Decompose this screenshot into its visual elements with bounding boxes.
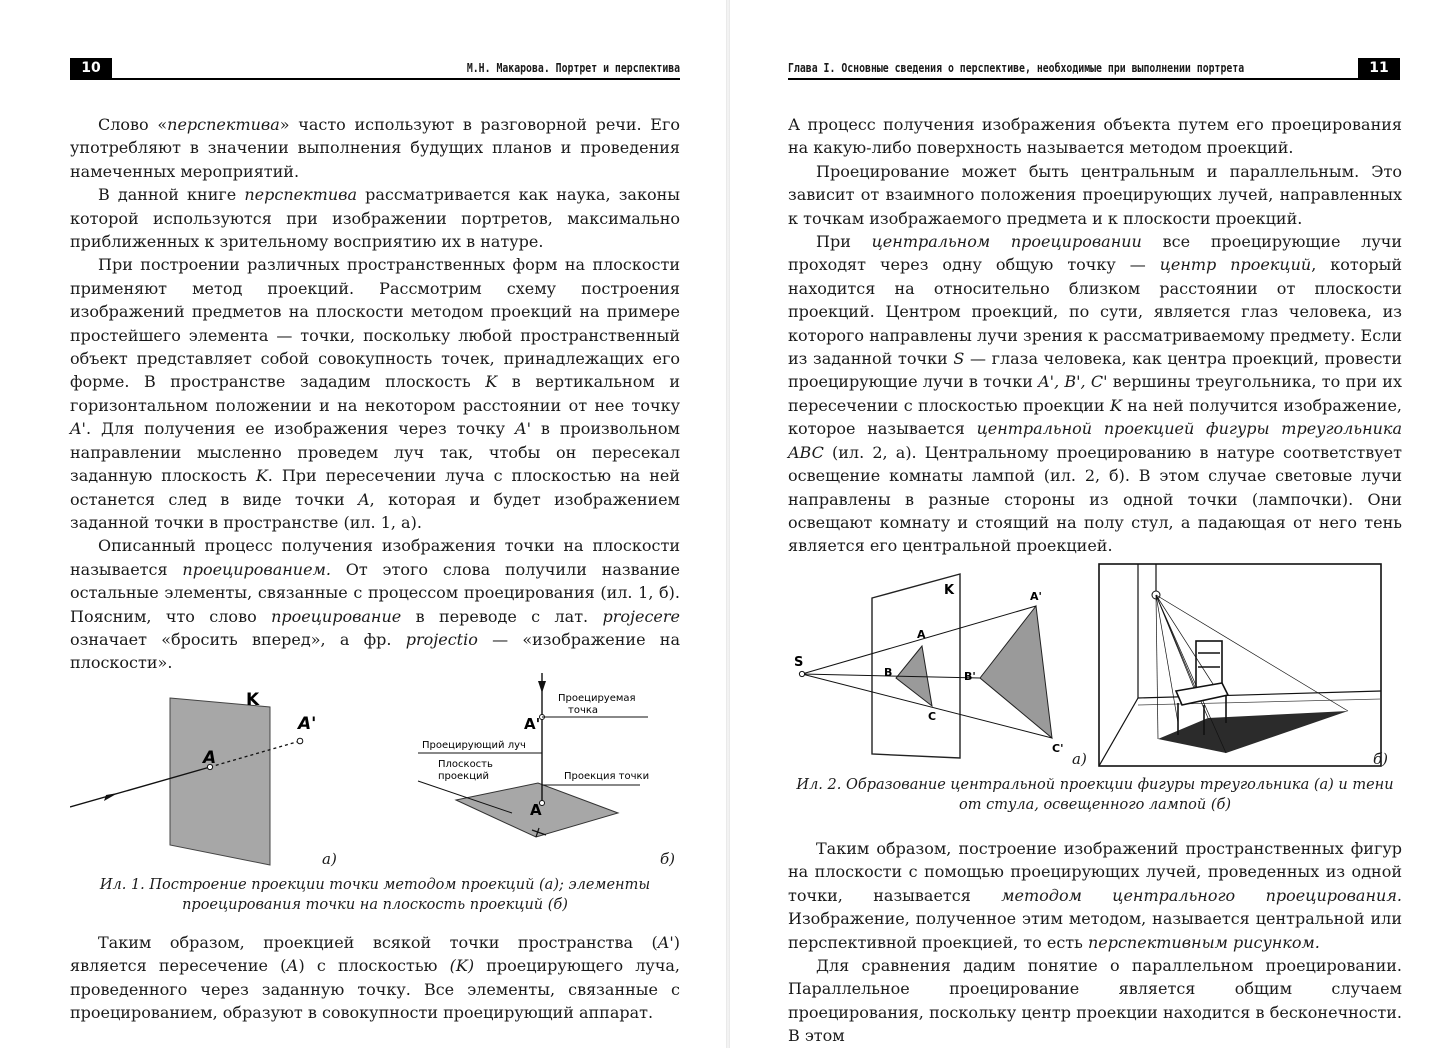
right-page-header <box>788 58 1400 80</box>
left-body-text-after <box>70 931 680 1025</box>
label-projection-plane <box>438 759 496 782</box>
italic-term: A', B', C' <box>1038 372 1108 392</box>
italic-term: A' <box>515 419 531 439</box>
plane-k <box>170 698 270 865</box>
left-page <box>0 0 726 1048</box>
label-line: проекций <box>438 771 490 782</box>
point-a-prime <box>297 738 303 744</box>
italic-term: A' <box>657 933 674 952</box>
label-a: A <box>203 748 217 768</box>
label-a-prime: A' <box>298 714 317 734</box>
point-s <box>799 671 804 676</box>
italic-term: проецирование <box>271 606 402 626</box>
label-projected-point <box>558 693 639 716</box>
figure-1b <box>408 665 680 845</box>
italic-term: projecere <box>602 606 681 626</box>
paragraph: Проецирование может быть центральным и параллельным. Это зависит от взаимного положения проецирующих лучей, направленных к точкам изображаемого предмета и к плоскости проекций. <box>788 161 1402 228</box>
subfigure-label-b: б) <box>660 850 676 868</box>
paragraph: При построении различных пространственных форм на плоскости применяют метод проекций. Рассмотрим схему построения изображений предметов на плоскости методом проекций на примере простейшего элемента — точки, поскольку любой пространственный объект представляет собой совокупность точек, принадлежащих его форме. В пространстве зададим плоскость K в вертикальном и горизонтальном положении и на некотором расстоянии от нее точку A'. Для получения ее изображения через точку A' в произвольном направлении мысленно проведем луч так, чтобы он пересекал заданную плоскость K. При пересечении луча с плоскостью на ней останется след в виде точки A, которая и будет изображением заданной точки в пространстве (ил. 1, а). <box>70 255 681 532</box>
italic-term: проецированием. <box>182 559 331 579</box>
paragraph: А процесс получения изображения объекта путем его проецирования на какую-либо поверхность называется методом проекций. <box>788 115 1402 158</box>
italic-term: K <box>255 466 268 486</box>
figure-2a <box>790 568 1090 768</box>
italic-term: K <box>1109 395 1122 415</box>
label-line: Плоскость <box>438 759 493 770</box>
subfigure-label-a: а) <box>322 850 337 868</box>
label-a-prime: A' <box>524 715 541 733</box>
right-body-text <box>788 113 1402 558</box>
ray-arrow-icon <box>538 681 546 693</box>
italic-term: перспективным рисунком. <box>1087 932 1320 952</box>
italic-term: (K) <box>449 956 475 976</box>
paragraph: Для сравнения дадим понятие о параллельном проецировании. Параллельное проецирование является общим случаем проецирования, поскольку центр проекции находится в бесконечности. В этом <box>788 956 1402 1046</box>
triangle-a-prime-b-prime-c-prime <box>980 606 1052 738</box>
italic-term: projectio <box>405 629 478 649</box>
right-page <box>730 0 1456 1048</box>
figure-1a <box>70 665 350 870</box>
label-c: C <box>928 710 937 723</box>
paragraph: Таким образом, проекцией всякой точки пространства (A') является пересечение (А) с плоскостью (K) проецирующего луча, проведенного через заданную точку. Все элементы, связанные с проецированием, образуют в совокупности проецирующий аппарат. <box>70 933 681 1023</box>
label-point-projection: Проекция точки <box>564 771 650 782</box>
left-body-text <box>70 113 680 675</box>
paragraph: Слово «перспектива» часто используют в разговорной речи. Его употребляют в значении выполнения будущих планов и проведения намеченных мероприятий. <box>70 115 680 181</box>
label-k: K <box>246 690 260 710</box>
italic-term: A <box>358 489 370 509</box>
italic-term: перспектива <box>244 185 357 205</box>
italic-term: S <box>953 349 965 369</box>
label-projecting-ray: Проецирующий луч <box>422 740 526 751</box>
left-page-header <box>70 58 680 80</box>
right-body-text-after <box>788 837 1402 1048</box>
italic-term: A' <box>70 419 86 439</box>
label-a: A <box>530 801 542 819</box>
figure-1-caption: Ил. 1. Построение проекции точки методом проекций (а); элементы проецирования точки на плоскость проекций (б) <box>99 877 651 913</box>
italic-term: центр проекций <box>1159 255 1312 275</box>
label-line: точка <box>568 705 599 716</box>
italic-term: K <box>485 372 498 392</box>
figure-2b <box>1098 563 1382 767</box>
italic-term: А <box>286 956 299 976</box>
label-k: K <box>944 583 955 598</box>
label-s: S <box>794 655 804 670</box>
paragraph: При центральном проецировании все проецирующие лучи проходят через одну общую точку — центр проекций, который находится на относительно близком расстоянии от плоскости проекций. Центром проекций, по сути, является глаз человека, из которого направлены лучи зрения к рассматриваемому предмету. Если из заданной точки S — глаза человека, как центра проекций, провести проецирующие лучи в точки A', B', C' вершины треугольника, то при их пересечении с плоскостью проекции K на ней получится изображение, которое называется центральной проекцией фигуры треугольника ABC (ил. 2, а). Центральному проецированию в натуре соответствует освещение комнаты лампой (ил. 2, б). В этом случае световые лучи направлены в разные стороны из одной точки (лампочки). Они освещают комнату и стоящий на полу стул, а падающая от него тень является его центральной проекцией. <box>788 232 1403 556</box>
subfigure-label-b: б) <box>1373 750 1389 768</box>
italic-term: перспектива <box>167 115 280 134</box>
paragraph: Описанный процесс получения изображения точки на плоскости называется проецированием. От этого слова получили название остальные элементы, связанные с процессом проецирования (ил. 1, б). Поясним, что слово проецирование в переводе с лат. projecere означает «бросить вперед», а фр. projectio — «изображение на плоскости». <box>70 536 681 673</box>
paragraph: Таким образом, построение изображений пространственных фигур на плоскости с помощью проецирующих лучей, проведенных из одной точки, называется методом центрального проецирования. Изображение, полученное этим методом, называется центральной или перспективной проекцией, то есть перспективным рисунком. <box>788 839 1402 952</box>
label-line: Проецируемая <box>558 693 636 704</box>
label-a-prime: A' <box>1030 590 1042 603</box>
left-page-number: 10 <box>70 58 112 78</box>
italic-term: центральном проецировании <box>871 232 1142 252</box>
right-page-number: 11 <box>1358 58 1400 78</box>
italic-term: центральной проекцией фигуры треугольника ABC <box>788 419 1403 462</box>
left-running-title: М.Н. Макарова. Портрет и перспектива <box>466 61 680 75</box>
paragraph: В данной книге перспектива рассматривается как наука, законы которой используются при изображении портретов, максимально приближенных к зрительному восприятию их в натуре. <box>70 185 680 252</box>
label-a: A <box>917 628 926 641</box>
label-b: B <box>884 666 893 679</box>
right-running-title: Глава I. Основные сведения о перспективе, необходимые при выполнении портрета <box>788 61 1245 75</box>
label-b-prime: B' <box>964 670 976 683</box>
italic-term: методом центрального проецирования. <box>1001 885 1402 905</box>
figure-2-caption: Ил. 2. Образование центральной проекции фигуры треугольника (а) и тени от стула, освещенного лампой (б) <box>796 777 1394 813</box>
label-c-prime: C' <box>1052 742 1064 755</box>
subfigure-label-a: а) <box>1072 750 1087 768</box>
